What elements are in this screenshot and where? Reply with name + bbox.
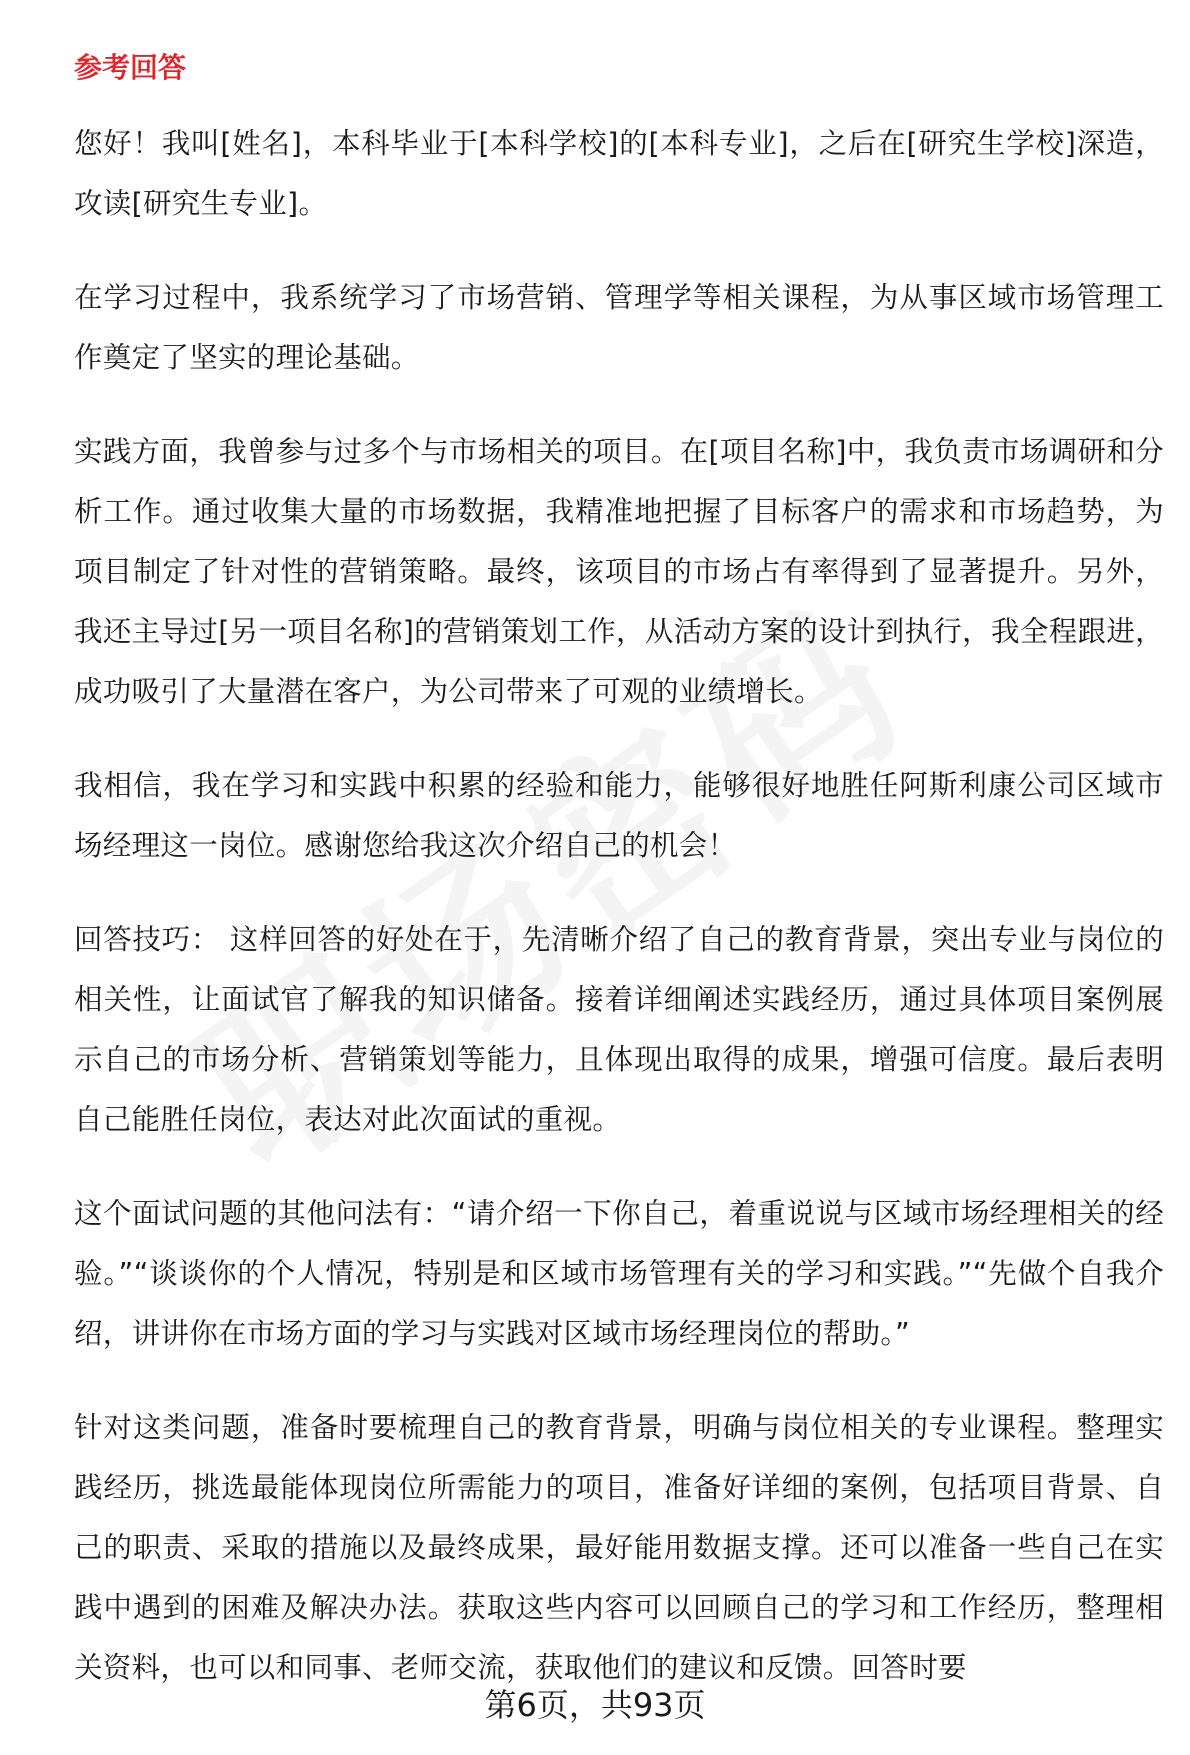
paragraph-study: 在学习过程中，我系统学习了市场营销、管理学等相关课程，为从事区域市场管理工作奠定了坚实的理论基础。: [74, 281, 1164, 374]
paragraph-answer-tips: 回答技巧： 这样回答的好处在于，先清晰介绍了自己的教育背景，突出专业与岗位的相关性，让面试官了解我的知识储备。接着详细阐述实践经历，通过具体项目案例展示自己的市场分析、营销策划等能力，且体现出取得的成果，增强可信度。最后表明自己能胜任岗位，表达对此次面试的重视。: [74, 923, 1164, 1136]
page-number: 第6页，共93页: [484, 1686, 706, 1724]
section-heading: 参考回答: [74, 51, 187, 84]
paragraph-conclusion: 我相信，我在学习和实践中积累的经验和能力，能够很好地胜任阿斯利康公司区域市场经理这一岗位。感谢您给我这次介绍自己的机会！: [74, 769, 1164, 862]
paragraph-intro: 您好！我叫[姓名]，本科毕业于[本科学校]的[本科专业]，之后在[研究生学校]深造，攻读[研究生专业]。: [74, 127, 1164, 220]
paragraph-practice: 实践方面，我曾参与过多个与市场相关的项目。在[项目名称]中，我负责市场调研和分析工作。通过收集大量的市场数据，我精准地把握了目标客户的需求和市场趋势，为项目制定了针对性的营销策略。最终，该项目的市场占有率得到了显著提升。另外，我还主导过[另一项目名称]的营销策划工作，从活动方案的设计到执行，我全程跟进，成功吸引了大量潜在客户，为公司带来了可观的业绩增长。: [74, 435, 1164, 708]
page-content: [74, 48, 1164, 1732]
paragraph-alternative-questions: 这个面试问题的其他问法有：“请介绍一下你自己，着重说说与区域市场经理相关的经验。”“谈谈你的个人情况，特别是和区域市场管理有关的学习和实践。”“先做个自我介绍，讲讲你在市场方面的学习与实践对区域市场经理岗位的帮助。”: [74, 1197, 1164, 1350]
paragraph-preparation: 针对这类问题，准备时要梳理自己的教育背景，明确与岗位相关的专业课程。整理实践经历，挑选最能体现岗位所需能力的项目，准备好详细的案例，包括项目背景、自己的职责、采取的措施以及最终成果，最好能用数据支撑。还可以准备一些自己在实践中遇到的困难及解决办法。获取这些内容可以回顾自己的学习和工作经历，整理相关资料，也可以和同事、老师交流，获取他们的建议和反馈。回答时要: [74, 1411, 1164, 1684]
